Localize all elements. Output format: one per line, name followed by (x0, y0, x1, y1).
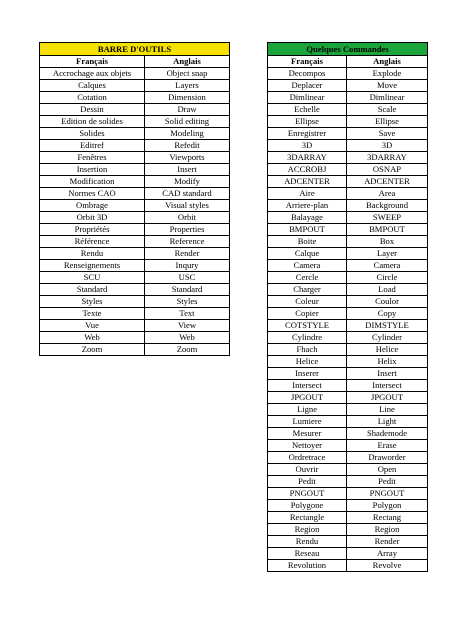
french-term-cell: Modification (40, 176, 145, 188)
french-term-cell: Ellipse (268, 116, 347, 128)
french-term-cell: Cylindre (268, 332, 347, 344)
table-row (268, 140, 428, 152)
table-row (268, 536, 428, 548)
commands-header-french: Français (268, 56, 347, 68)
french-term-cell: Insertion (40, 164, 145, 176)
english-term-cell: Background (347, 200, 428, 212)
french-term-cell: Standard (40, 284, 145, 296)
english-term-cell: Copy (347, 308, 428, 320)
french-term-cell: Region (268, 524, 347, 536)
toolbar-table (39, 42, 230, 356)
english-term-cell: Draworder (347, 452, 428, 464)
table-row (268, 440, 428, 452)
table-row (268, 200, 428, 212)
french-term-cell: SCU (40, 272, 145, 284)
commands-header-english: Anglais (347, 56, 428, 68)
table-row (268, 188, 428, 200)
english-term-cell: Draw (145, 104, 230, 116)
english-term-cell: Helix (347, 356, 428, 368)
french-term-cell: Renseignements (40, 260, 145, 272)
english-term-cell: Region (347, 524, 428, 536)
english-term-cell: Insert (145, 164, 230, 176)
french-term-cell: Decompos (268, 68, 347, 80)
french-term-cell: Charger (268, 284, 347, 296)
table-row (268, 404, 428, 416)
french-term-cell: Solides (40, 128, 145, 140)
french-term-cell: Inserer (268, 368, 347, 380)
english-term-cell: Area (347, 188, 428, 200)
french-term-cell: Echelle (268, 104, 347, 116)
french-term-cell: Dessin (40, 104, 145, 116)
table-row (268, 128, 428, 140)
table-row (40, 272, 230, 284)
english-term-cell: Array (347, 548, 428, 560)
table-row (40, 68, 230, 80)
table-row (268, 248, 428, 260)
english-term-cell: Line (347, 404, 428, 416)
english-term-cell: 3D (347, 140, 428, 152)
table-row (40, 188, 230, 200)
french-term-cell: Référence (40, 236, 145, 248)
english-term-cell: Viewports (145, 152, 230, 164)
table-row (40, 248, 230, 260)
table-row (268, 164, 428, 176)
table-row (40, 128, 230, 140)
table-row (40, 80, 230, 92)
french-term-cell: Mesurer (268, 428, 347, 440)
table-row (268, 512, 428, 524)
french-term-cell: Ombrage (40, 200, 145, 212)
french-term-cell: Lumiere (268, 416, 347, 428)
english-term-cell: Modeling (145, 128, 230, 140)
table-row (40, 152, 230, 164)
english-term-cell: Polygon (347, 500, 428, 512)
english-term-cell: JPGOUT (347, 392, 428, 404)
french-term-cell: Vue (40, 320, 145, 332)
toolbar-table-body (40, 68, 230, 356)
english-term-cell: DIMSTYLE (347, 320, 428, 332)
english-term-cell: Refedit (145, 140, 230, 152)
english-term-cell: Render (145, 248, 230, 260)
french-term-cell: Cercle (268, 272, 347, 284)
french-term-cell: Normes CAO (40, 188, 145, 200)
table-row (268, 296, 428, 308)
commands-table-body (268, 68, 428, 572)
french-term-cell: Intersect (268, 380, 347, 392)
english-term-cell: Solid editing (145, 116, 230, 128)
table-row (40, 212, 230, 224)
table-row (268, 392, 428, 404)
english-term-cell: Styles (145, 296, 230, 308)
table-row (268, 476, 428, 488)
english-term-cell: Camera (347, 260, 428, 272)
french-term-cell: Camera (268, 260, 347, 272)
french-term-cell: JPGOUT (268, 392, 347, 404)
english-term-cell: PNGOUT (347, 488, 428, 500)
table-row (40, 104, 230, 116)
english-term-cell: SWEEP (347, 212, 428, 224)
english-term-cell: Cylinder (347, 332, 428, 344)
french-term-cell: PNGOUT (268, 488, 347, 500)
table-row (268, 548, 428, 560)
english-term-cell: Dimlinear (347, 92, 428, 104)
french-term-cell: Edition de solides (40, 116, 145, 128)
french-term-cell: Propriétés (40, 224, 145, 236)
english-term-cell: Load (347, 284, 428, 296)
english-term-cell: Standard (145, 284, 230, 296)
english-term-cell: Revolve (347, 560, 428, 572)
english-term-cell: Rectang (347, 512, 428, 524)
english-term-cell: Layer (347, 248, 428, 260)
table-row (40, 308, 230, 320)
table-row (268, 332, 428, 344)
english-term-cell: Explode (347, 68, 428, 80)
table-row (268, 212, 428, 224)
english-term-cell: Layers (145, 80, 230, 92)
table-row (268, 320, 428, 332)
table-row (268, 104, 428, 116)
table-row (268, 488, 428, 500)
english-term-cell: Orbit (145, 212, 230, 224)
english-term-cell: BMPOUT (347, 224, 428, 236)
english-term-cell: Zoom (145, 344, 230, 356)
english-term-cell: CAD standard (145, 188, 230, 200)
table-row (40, 140, 230, 152)
english-term-cell: Save (347, 128, 428, 140)
table-row (40, 320, 230, 332)
english-term-cell: Ellipse (347, 116, 428, 128)
french-term-cell: Deplacer (268, 80, 347, 92)
french-term-cell: Copier (268, 308, 347, 320)
french-term-cell: Aire (268, 188, 347, 200)
table-row (268, 356, 428, 368)
english-term-cell: Inqury (145, 260, 230, 272)
commands-table (267, 42, 428, 572)
french-term-cell: 3DARRAY (268, 152, 347, 164)
table-row (268, 344, 428, 356)
toolbar-header-english: Anglais (145, 56, 230, 68)
table-row (40, 284, 230, 296)
french-term-cell: Zoom (40, 344, 145, 356)
english-term-cell: Reference (145, 236, 230, 248)
table-row (268, 428, 428, 440)
english-term-cell: Light (347, 416, 428, 428)
french-term-cell: Styles (40, 296, 145, 308)
english-term-cell: Circle (347, 272, 428, 284)
french-term-cell: Ordretrace (268, 452, 347, 464)
english-term-cell: Dimension (145, 92, 230, 104)
table-row (40, 344, 230, 356)
french-term-cell: Polygone (268, 500, 347, 512)
english-term-cell: Box (347, 236, 428, 248)
english-term-cell: ADCENTER (347, 176, 428, 188)
table-row (40, 296, 230, 308)
table-row (40, 236, 230, 248)
english-term-cell: Helice (347, 344, 428, 356)
english-term-cell: USC (145, 272, 230, 284)
table-row (268, 68, 428, 80)
table-row (40, 164, 230, 176)
french-term-cell: Nettoyer (268, 440, 347, 452)
french-term-cell: Rectangle (268, 512, 347, 524)
table-row (40, 92, 230, 104)
table-row (268, 452, 428, 464)
table-row (40, 224, 230, 236)
french-term-cell: COTSTYLE (268, 320, 347, 332)
english-term-cell: Coulor (347, 296, 428, 308)
english-term-cell: 3DARRAY (347, 152, 428, 164)
table-row (268, 272, 428, 284)
english-term-cell: Text (145, 308, 230, 320)
french-term-cell: Calque (268, 248, 347, 260)
english-term-cell: Intersect (347, 380, 428, 392)
table-row (40, 176, 230, 188)
french-term-cell: Arriere-plan (268, 200, 347, 212)
table-row (40, 260, 230, 272)
toolbar-header-french: Français (40, 56, 145, 68)
french-term-cell: Web (40, 332, 145, 344)
english-term-cell: Object snap (145, 68, 230, 80)
english-term-cell: Insert (347, 368, 428, 380)
table-row (268, 116, 428, 128)
french-term-cell: Coleur (268, 296, 347, 308)
french-term-cell: Fenêtres (40, 152, 145, 164)
table-row (268, 260, 428, 272)
table-row (40, 332, 230, 344)
french-term-cell: Cotation (40, 92, 145, 104)
french-term-cell: Helice (268, 356, 347, 368)
toolbar-table-title: BARRE D'OUTILS (40, 43, 230, 56)
english-term-cell: Web (145, 332, 230, 344)
table-row (268, 416, 428, 428)
table-row (268, 236, 428, 248)
french-term-cell: Fhach (268, 344, 347, 356)
table-row (268, 152, 428, 164)
english-term-cell: Move (347, 80, 428, 92)
french-term-cell: Enregistrer (268, 128, 347, 140)
english-term-cell: Render (347, 536, 428, 548)
table-row (268, 500, 428, 512)
french-term-cell: Dimlinear (268, 92, 347, 104)
english-term-cell: OSNAP (347, 164, 428, 176)
table-row (268, 92, 428, 104)
french-term-cell: ACCROBJ (268, 164, 347, 176)
commands-table-title: Quelques Commandes (268, 43, 428, 56)
table-row (268, 380, 428, 392)
table-row (268, 224, 428, 236)
english-term-cell: Scale (347, 104, 428, 116)
table-row (268, 176, 428, 188)
table-row (268, 80, 428, 92)
table-row (40, 200, 230, 212)
english-term-cell: View (145, 320, 230, 332)
french-term-cell: Boite (268, 236, 347, 248)
french-term-cell: Balayage (268, 212, 347, 224)
french-term-cell: Calques (40, 80, 145, 92)
english-term-cell: Visual styles (145, 200, 230, 212)
french-term-cell: BMPOUT (268, 224, 347, 236)
english-term-cell: Properties (145, 224, 230, 236)
english-term-cell: Pedit (347, 476, 428, 488)
english-term-cell: Open (347, 464, 428, 476)
table-row (268, 308, 428, 320)
table-row (268, 464, 428, 476)
english-term-cell: Erase (347, 440, 428, 452)
french-term-cell: Rendu (40, 248, 145, 260)
french-term-cell: Editref (40, 140, 145, 152)
french-term-cell: Revolution (268, 560, 347, 572)
table-row (268, 284, 428, 296)
french-term-cell: Rendu (268, 536, 347, 548)
french-term-cell: Pedit (268, 476, 347, 488)
french-term-cell: 3D (268, 140, 347, 152)
table-row (268, 368, 428, 380)
french-term-cell: Texte (40, 308, 145, 320)
english-term-cell: Shademode (347, 428, 428, 440)
french-term-cell: Accrochage aux objets (40, 68, 145, 80)
english-term-cell: Modify (145, 176, 230, 188)
table-row (40, 116, 230, 128)
french-term-cell: Orbit 3D (40, 212, 145, 224)
table-row (268, 524, 428, 536)
french-term-cell: Ligne (268, 404, 347, 416)
french-term-cell: ADCENTER (268, 176, 347, 188)
french-term-cell: Reseau (268, 548, 347, 560)
french-term-cell: Ouvrir (268, 464, 347, 476)
table-row (268, 560, 428, 572)
